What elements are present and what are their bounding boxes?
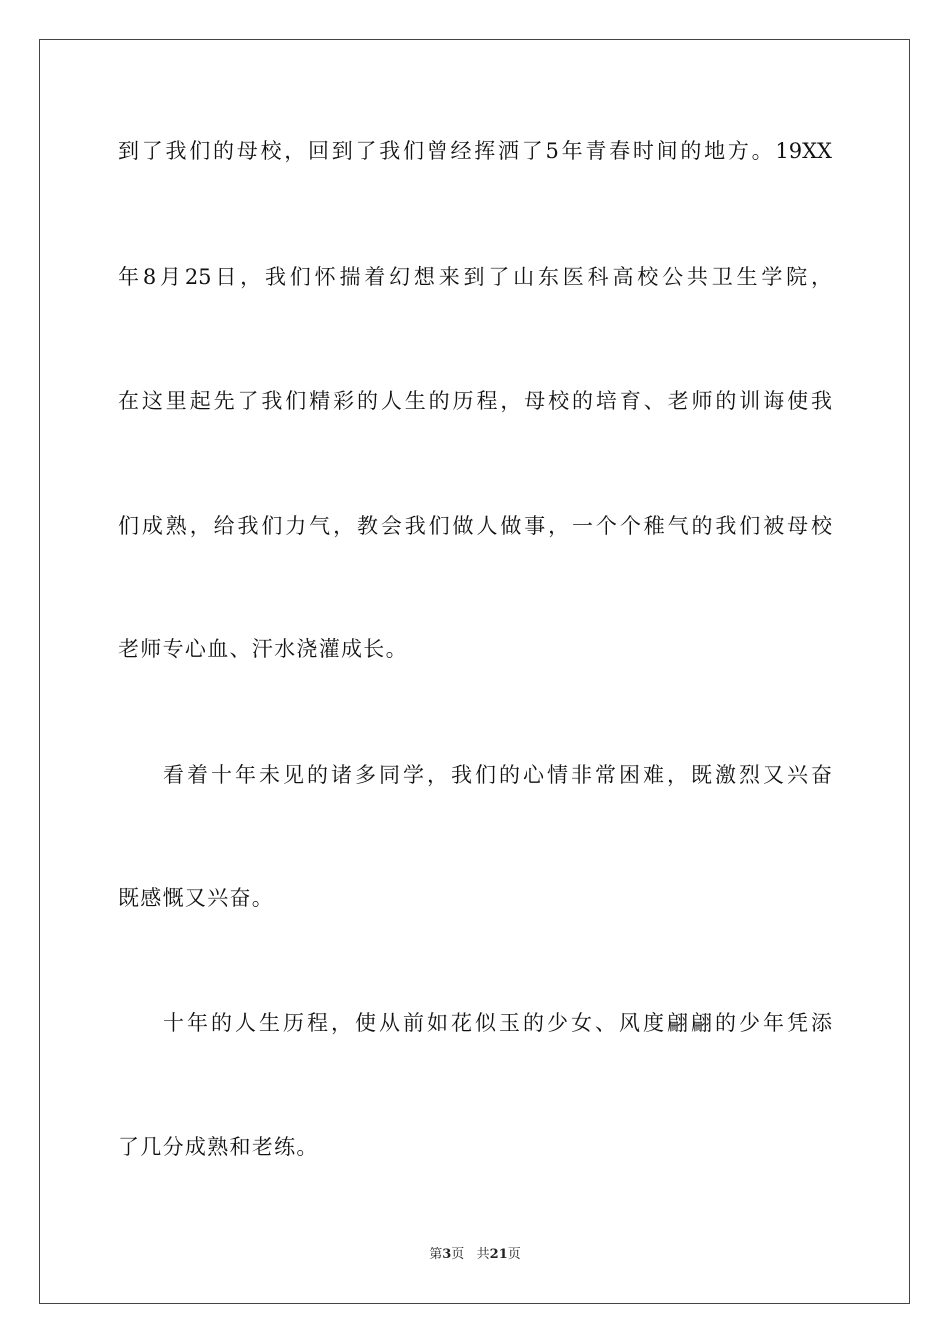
paragraph-2-line-1: 看着十年未见的诸多同学，我们的心情非常困难，既激烈又兴奋 bbox=[163, 763, 832, 787]
body-line-5: 老师专心血、汗水浇灌成长。 bbox=[118, 637, 408, 661]
footer-current-page: 3 bbox=[442, 1247, 452, 1262]
page-border bbox=[39, 39, 910, 1304]
paragraph-3-line-2: 了几分成熟和老练。 bbox=[118, 1135, 319, 1159]
paragraph-2-line-2: 既感慨又兴奋。 bbox=[118, 886, 275, 910]
footer-prefix: 第 bbox=[429, 1247, 443, 1262]
body-line-1: 到了我们的母校，回到了我们曾经挥洒了5年青春时间的地方。19XX bbox=[118, 139, 832, 163]
paragraph-3-line-1: 十年的人生历程，使从前如花似玉的少女、风度翩翩的少年凭添 bbox=[163, 1011, 832, 1035]
footer-total-pages: 21 bbox=[489, 1247, 508, 1262]
footer-suffix: 页 bbox=[507, 1247, 521, 1262]
body-line-2: 年8月25日，我们怀揣着幻想来到了山东医科高校公共卫生学院， bbox=[118, 265, 832, 289]
page-footer bbox=[0, 1246, 950, 1264]
body-line-3: 在这里起先了我们精彩的人生的历程，母校的培育、老师的训诲使我 bbox=[118, 389, 832, 413]
footer-middle: 页 共 bbox=[451, 1247, 490, 1262]
body-line-4: 们成熟，给我们力气，教会我们做人做事，一个个稚气的我们被母校 bbox=[118, 514, 832, 538]
